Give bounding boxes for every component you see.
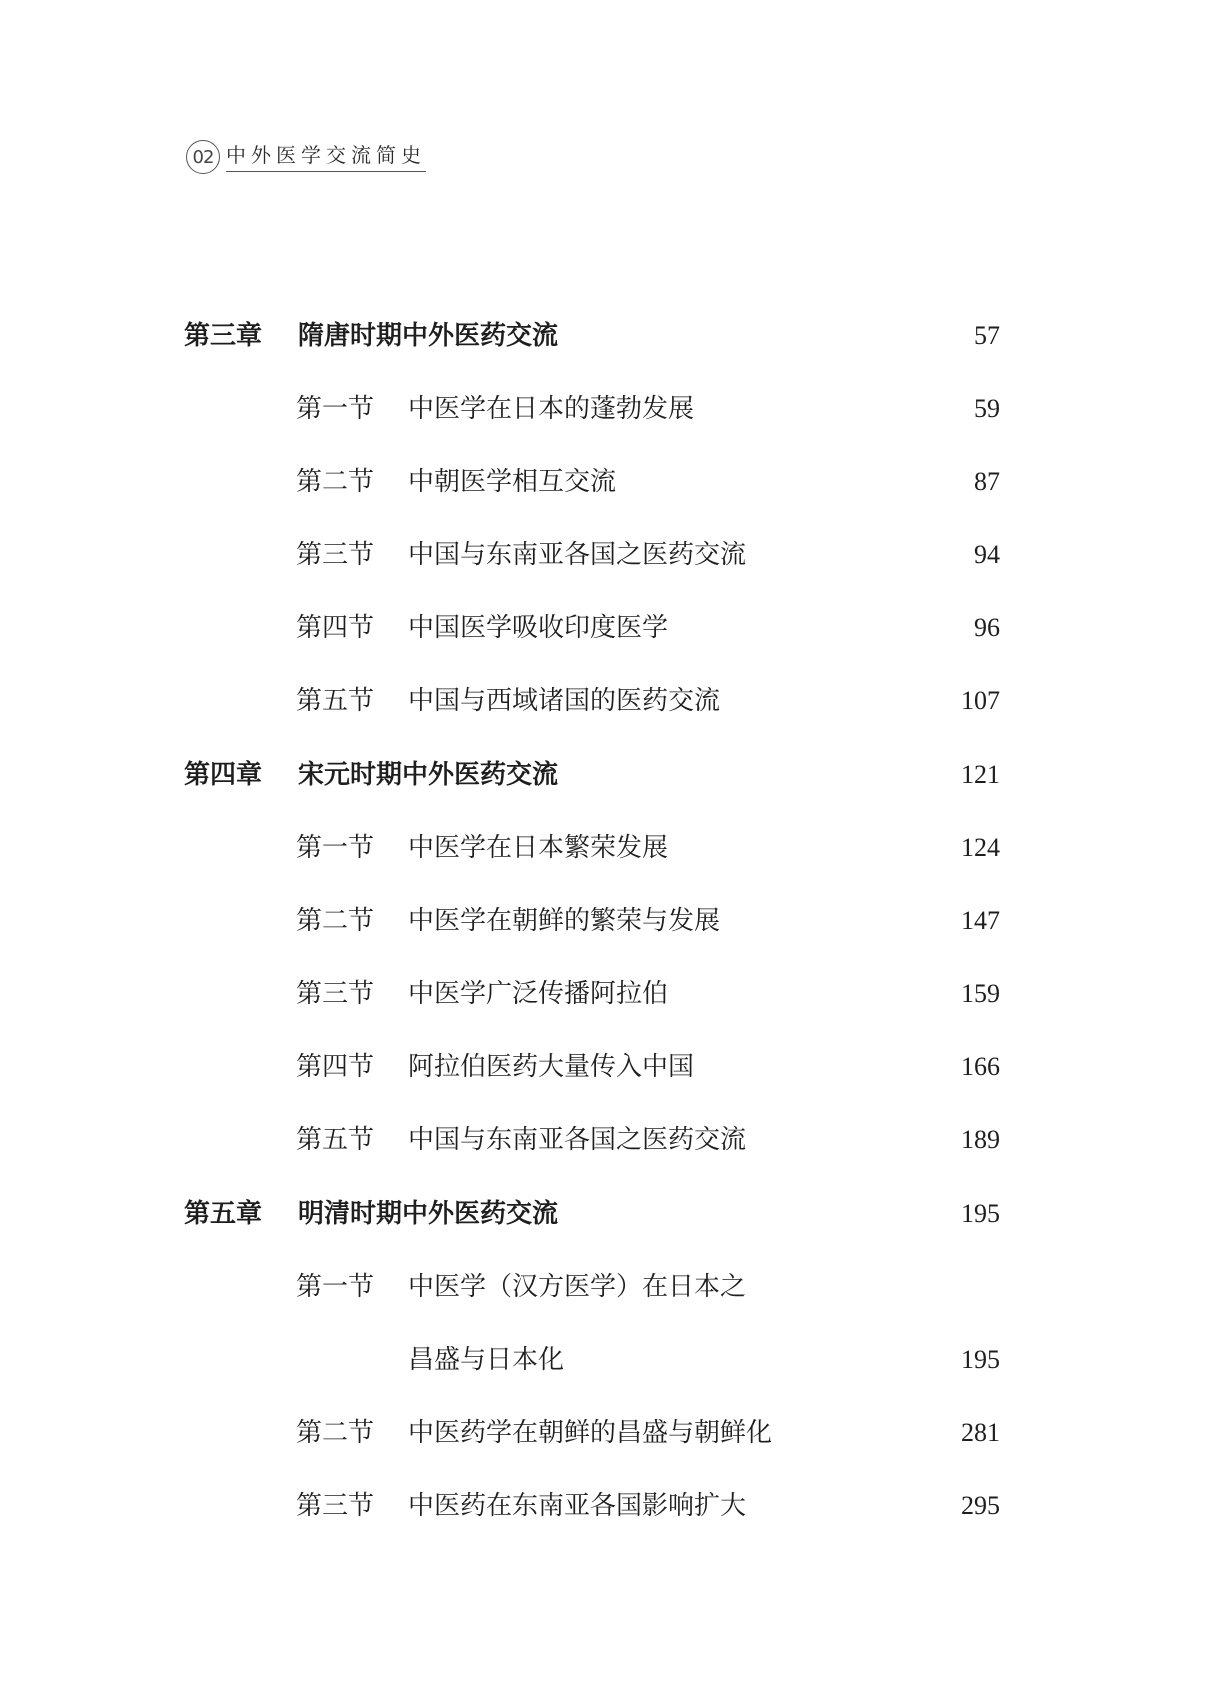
toc-entry-title: 昌盛与日本化 <box>408 1345 565 1375</box>
toc-entry-page: 189 <box>961 1125 1000 1154</box>
toc-entry-page: 195 <box>961 1199 1000 1228</box>
toc-entry-page: 281 <box>961 1418 1000 1447</box>
toc-entry-number: 第五节 <box>296 686 375 716</box>
toc-entry-number: 第四节 <box>296 1052 375 1082</box>
toc-entry-title: 中医学在日本的蓬勃发展 <box>408 394 695 424</box>
toc-entry-title: 宋元时期中外医药交流 <box>298 760 559 790</box>
toc-section[interactable] <box>0 1486 1213 1526</box>
toc-entry-page: 94 <box>974 540 1000 569</box>
toc-entry-title: 中医药在东南亚各国影响扩大 <box>408 1491 747 1521</box>
toc-entry-number: 第四节 <box>296 613 375 643</box>
toc-entry-page: 57 <box>974 321 1000 350</box>
toc-entry-number: 第一节 <box>296 1272 375 1302</box>
toc-section[interactable] <box>0 974 1213 1014</box>
toc-chapter-5[interactable] <box>0 1194 1213 1234</box>
toc-entry-number: 第三节 <box>296 979 375 1009</box>
toc-entry-number: 第一节 <box>296 833 375 863</box>
toc-entry-title: 中国与东南亚各国之医药交流 <box>408 1125 747 1155</box>
toc-section[interactable] <box>0 681 1213 721</box>
toc-section[interactable] <box>0 1047 1213 1087</box>
book-title: 中外医学交流简史 <box>226 142 426 172</box>
toc-section[interactable] <box>0 828 1213 868</box>
toc-entry-page: 166 <box>961 1052 1000 1081</box>
toc-entry-number: 第三节 <box>296 540 375 570</box>
toc-section[interactable] <box>0 1120 1213 1160</box>
toc-entry-number: 第三章 <box>184 321 263 351</box>
toc-entry-page: 96 <box>974 613 1000 642</box>
toc-section[interactable] <box>0 1413 1213 1453</box>
toc-entry-number: 第二节 <box>296 906 375 936</box>
toc-entry-number: 第二节 <box>296 467 375 497</box>
toc-entry-title: 中朝医学相互交流 <box>408 467 617 497</box>
toc-entry-page: 295 <box>961 1491 1000 1520</box>
toc-entry-page: 59 <box>974 394 1000 423</box>
toc-entry-title: 隋唐时期中外医药交流 <box>298 321 559 351</box>
toc-entry-title: 中医学在朝鲜的繁荣与发展 <box>408 906 721 936</box>
toc-entry-title: 中国与西域诸国的医药交流 <box>408 686 721 716</box>
toc-section[interactable] <box>0 901 1213 941</box>
toc-entry-page: 159 <box>961 979 1000 1008</box>
toc-entry-page: 87 <box>974 467 1000 496</box>
toc-section[interactable] <box>0 389 1213 429</box>
toc-entry-page: 107 <box>961 686 1000 715</box>
toc-entry-page: 195 <box>961 1345 1000 1374</box>
toc-section[interactable] <box>0 1267 1213 1307</box>
toc-entry-number: 第一节 <box>296 394 375 424</box>
toc-entry-title: 明清时期中外医药交流 <box>298 1199 559 1229</box>
page-number: 02 <box>186 140 220 174</box>
toc-entry-title: 中医学（汉方医学）在日本之 <box>408 1272 747 1302</box>
toc-entry-title: 阿拉伯医药大量传入中国 <box>408 1052 695 1082</box>
toc-entry-number: 第四章 <box>184 760 263 790</box>
toc-entry-number: 第五节 <box>296 1125 375 1155</box>
toc-entry-number: 第五章 <box>184 1199 263 1229</box>
toc-entry-title: 中医学广泛传播阿拉伯 <box>408 979 669 1009</box>
toc-section[interactable] <box>0 535 1213 575</box>
toc-section[interactable] <box>0 462 1213 502</box>
running-header <box>186 139 426 175</box>
toc-chapter-3[interactable] <box>0 316 1213 356</box>
toc-entry-number: 第二节 <box>296 1418 375 1448</box>
toc-entry-title: 中医药学在朝鲜的昌盛与朝鲜化 <box>408 1418 773 1448</box>
toc-entry-title: 中医学在日本繁荣发展 <box>408 833 669 863</box>
toc-entry-title: 中国与东南亚各国之医药交流 <box>408 540 747 570</box>
toc-entry-number: 第三节 <box>296 1491 375 1521</box>
toc-entry-page: 147 <box>961 906 1000 935</box>
toc-entry-page: 124 <box>961 833 1000 862</box>
toc-section[interactable] <box>0 608 1213 648</box>
toc-chapter-4[interactable] <box>0 755 1213 795</box>
toc-entry-page: 121 <box>961 760 1000 789</box>
toc-section-continuation[interactable] <box>0 1340 1213 1380</box>
toc-entry-title: 中国医学吸收印度医学 <box>408 613 669 643</box>
